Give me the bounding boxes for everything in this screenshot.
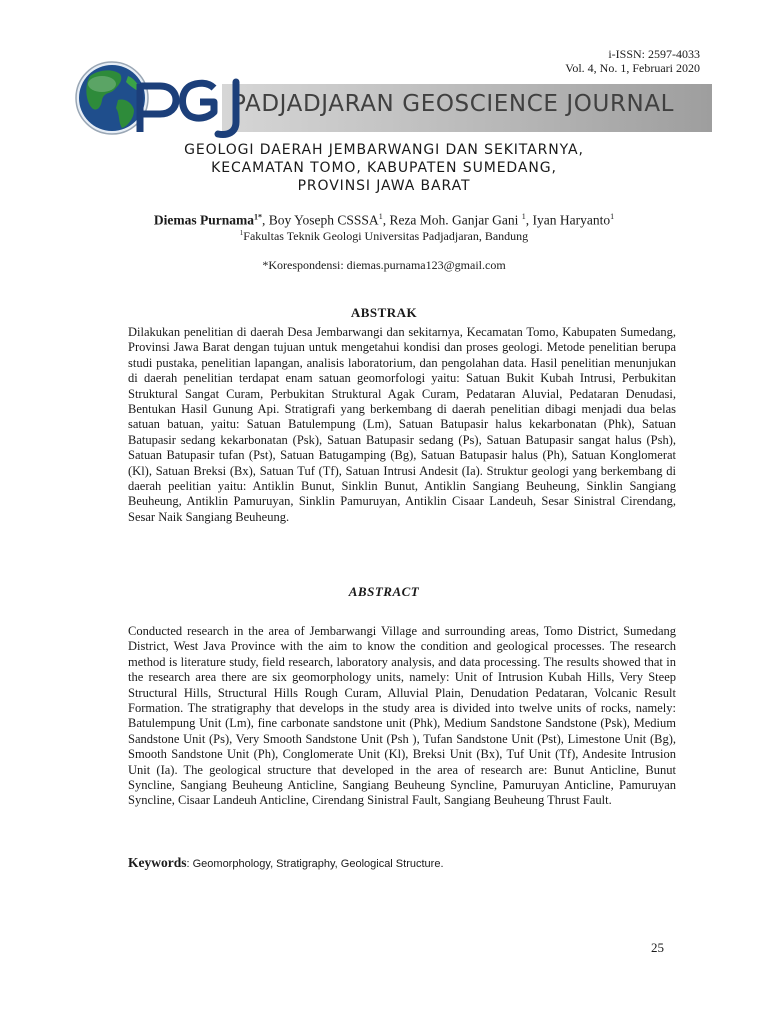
author-name: Diemas Purnama: [153, 212, 254, 228]
journal-logo: [68, 56, 248, 146]
affiliation-text: Fakultas Teknik Geologi Universitas Padjadjaran, Bandung: [243, 229, 529, 243]
affiliation-mark: 1: [239, 229, 244, 237]
keywords-text: : Geomorphology, Stratigraphy, Geological Structure.: [186, 858, 444, 870]
issn-number: i-ISSN: 2597-4033: [608, 47, 700, 61]
volume-info: Vol. 4, No. 1, Februari 2020: [565, 61, 700, 75]
author-affiliation-mark: 1*: [254, 212, 262, 221]
journal-name: PADJADJARAN GEOSCIENCE JOURNAL: [232, 91, 675, 117]
keywords-label: Keywords: [128, 855, 187, 870]
abstrak-heading: ABSTRAK: [350, 305, 418, 320]
pgj-letters: [140, 82, 236, 135]
abstract-body: Conducted research in the area of Jembarwangi Village and surrounding areas, Tomo District, Sumedang District, West Java Province with the aim to know the condition and geological processes. The research method is literature study, field research, laboratory analysis, and data processing. The results showed that in the research area there are six geomorphology units, namely: Unit of Intrusion Kubah Hills, Very Steep Structural Hills, Structural Hills Rough Curam, Alluvial Plain, Denudation Pedataran, Volcanic Result Formation. The stratigraphy that develops in the study area is divided into twelve units of rocks, namely: Batulempung Unit (Lm), fine carbonate sandstone unit (Phk), Medium Sandstone Sandstone (Psk), Medium Sandstone Unit (Ps), Very Smooth Sandstone Unit (Psh ), Tufan Sandstone Unit (Pst), Limestone Unit (Bg), Smooth Sandstone Unit (Ph), Conglomerate Unit (Kl), Breksi Unit (Bx), Tuf Unit (Tf), Andesite Intrusion Unit (Ia). The geological structure that developed in the area of research are: Bunut Anticline, Bunut Syncline, Sangiang Beuheung Anticline, Sangiang Beuheung Syncline, Pamuruyan Anticline, Pamuruyan Syncline, Cisaar Landeuh Anticline, Cirendang Sinistral Fault, Sangiang Beuheung Thrust Fault.: [128, 624, 676, 808]
author-name: Reza Moh. Ganjar Gani: [389, 212, 522, 228]
author-separator: ,: [525, 212, 533, 228]
issn-info: [565, 47, 700, 75]
page-number: 25: [651, 940, 664, 955]
author-name: Iyan Haryanto: [532, 212, 611, 228]
paper-title: [100, 141, 668, 195]
affiliation: [60, 226, 708, 243]
author-separator: ,: [262, 212, 269, 228]
author-affiliation-mark: 1: [521, 212, 526, 221]
author-affiliation-mark: 1: [610, 212, 615, 221]
author-affiliation-mark: 1: [378, 212, 383, 221]
title-line-2: KECAMATAN TOMO, KABUPATEN SUMEDANG,: [211, 160, 557, 176]
title-line-1: GEOLOGI DAERAH JEMBARWANGI DAN SEKITARNYA,: [184, 142, 584, 158]
title-line-3: PROVINSI JAWA BARAT: [297, 178, 471, 194]
abstract-heading: ABSTRACT: [348, 584, 420, 599]
abstrak-body: Dilakukan penelitian di daerah Desa Jembarwangi dan sekitarnya, Kecamatan Tomo, Kabupaten Sumedang, Provinsi Jawa Barat dengan tujuan untuk mengetahui kondisi dan proses geologi. Metode penelitian berupa studi pustaka, penelitian lapangan, analisis laboratorium, dan pengolahan data. Hasil penelitian menunjukan di daerah penelitian terdapat enam satuan geomorfologi yaitu: Satuan Bukit Kubah Intrusi, Perbukitan Struktural Sangat Curam, Perbukitan Struktural Agak Curam, Pedataran Aluvial, Pedataran Denudasi, Bentukan Hasil Gunung Api. Stratigrafi yang berkembang di daerah penelitian dibagi menjadi dua belas satuan batuan, yaitu: Satuan Batulempung (Lm), Satuan Batupasir halus kekarbonatan (Phk), Satuan Batupasir sedang kekarbonatan (Psk), Satuan Batupasir sedang (Ps), Satuan Batupasir sangat halus (Psh), Satuan Batupasir tufan (Pst), Satuan Batugamping (Bg), Satuan Batupasir halus (Ph), Satuan Konglomerat (Kl), Satuan Breksi (Bx), Satuan Tuf (Tf), Satuan Intrusi Andesit (Ia). Struktur geologi yang berkembang di daerah peelitian yaitu: Antiklin Bunut, Sinklin Bunut, Antiklin Sangiang Beuheung, Sinklin Sangiang Beuheung, Antiklin Pamuruyan, Sinklin Pamuruyan, Antiklin Cisaar Landeuh, Sesar Sinistral Cirendang, Sesar Naik Sangiang Beuheung.: [128, 325, 676, 524]
correspondence-email: *Korespondensi: diemas.purnama123@gmail.com: [262, 258, 506, 272]
keywords: [128, 855, 676, 872]
author-name: Boy Yoseph CSSSA: [268, 212, 379, 228]
author-separator: ,: [382, 212, 390, 228]
